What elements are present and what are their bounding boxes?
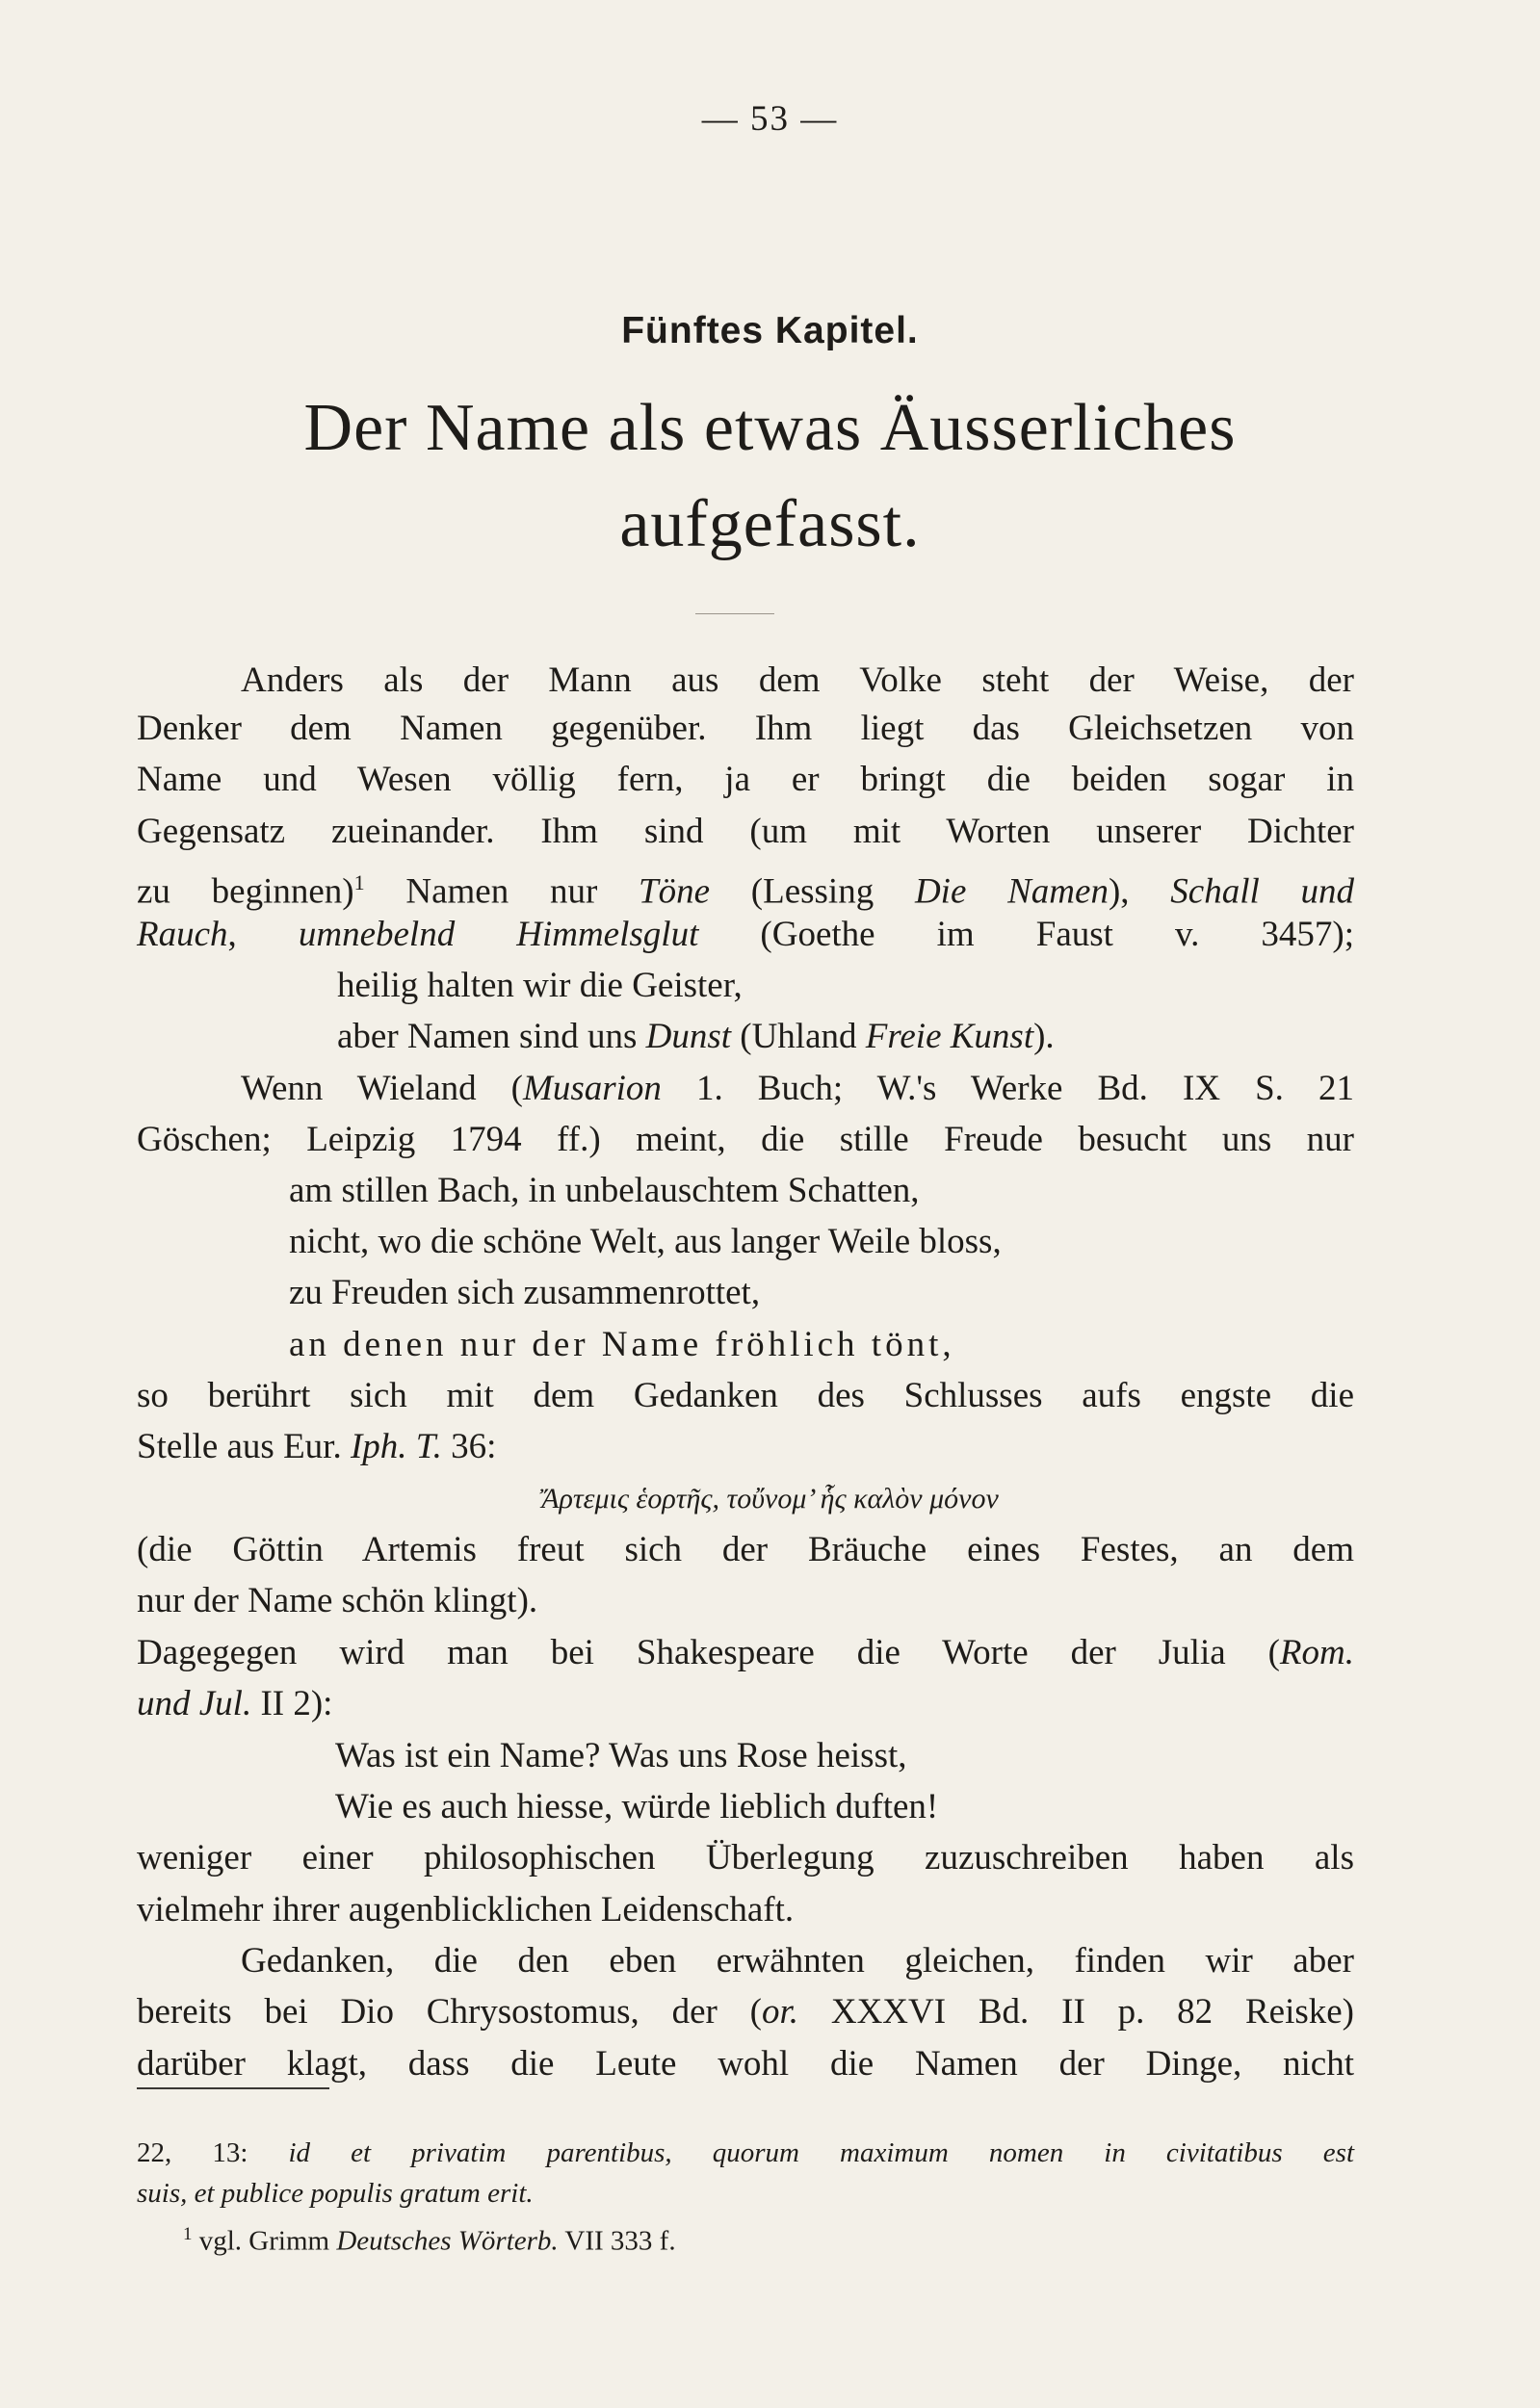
text: bereits bei Dio Chrysostomus, der ( [137, 1992, 762, 2032]
text: Anders als der Mann aus dem Volke steht der Weise, der [241, 660, 1354, 700]
italic-text: Rauch [137, 915, 228, 954]
verse-line: nicht, wo die schöne Welt, aus langer Weile bloss, [289, 1222, 1002, 1261]
text: Namen nur [364, 871, 639, 912]
body-line: Denker dem Namen gegenüber. Ihm liegt das Gleichsetzen von [137, 709, 1354, 748]
italic-text: Iph. T. [350, 1427, 442, 1466]
body-line [137, 1630, 1354, 1676]
body-line: darüber klagt, dass die Leute wohl die Namen der Dinge, nicht [137, 2044, 1354, 2084]
body-line: Name und Wesen völlig fern, ja er bringt die beiden sogar in [137, 760, 1354, 799]
body-line [137, 860, 1354, 915]
title-divider [695, 613, 774, 614]
chapter-title-line-2: aufgefasst. [619, 487, 921, 561]
chapter-heading: Fünftes Kapitel. [621, 310, 919, 351]
text: 22, 13: [137, 2137, 289, 2168]
body-line: Göschen; Leipzig 1794 ff.) meint, die stille Freude besucht uns nur [137, 1120, 1354, 1159]
footnote-line [137, 2134, 1354, 2172]
footnote-line [183, 2215, 676, 2261]
text: Stelle aus Eur. [137, 1427, 351, 1466]
italic-text: Musarion [523, 1069, 662, 1108]
text: (Goethe im Faust v. 3457); [698, 915, 1355, 954]
italic-text: umnebelnd Himmelsglut [298, 915, 699, 954]
body-line: vielmehr ihrer augenblicklichen Leidenschaft. [137, 1890, 795, 1929]
verse-line [337, 1014, 1055, 1060]
verse-line: am stillen Bach, in unbelauschtem Schatten, [289, 1171, 920, 1210]
text: 1. Buch; W.'s Werke Bd. IX S. 21 [661, 1069, 1354, 1108]
body-line: (die Göttin Artemis freut sich der Bräuche eines Festes, an dem [137, 1530, 1354, 1569]
text: II 2): [251, 1684, 333, 1723]
footnote-marker: 1 [183, 2224, 193, 2244]
text: (Uhland [731, 1017, 866, 1056]
text: , [227, 915, 299, 954]
body-line [137, 1681, 332, 1727]
italic-text: und Jul. [137, 1684, 252, 1723]
greek-quote: Ἄρτεμις ἑορτῆς, τοὔνομ’ ἧς καλὸν μόνον [541, 1483, 999, 1515]
italic-text: Dunst [645, 1017, 731, 1056]
verse-line: heilig halten wir die Geister, [337, 966, 743, 1005]
italic-text: Rom. [1279, 1633, 1354, 1672]
body-line: Gegensatz zueinander. Ihm sind (um mit Worten unserer Dichter [137, 812, 1354, 851]
verse-line: Was ist ein Name? Was uns Rose heisst, [335, 1736, 907, 1775]
page-number: — 53 — [701, 99, 839, 139]
footnote-line [137, 2174, 534, 2213]
italic-text: Deutsches Wörterb. [336, 2225, 559, 2257]
italic-text: Die Namen [914, 871, 1109, 912]
body-line: so berührt sich mit dem Gedanken des Schlusses aufs engste die [137, 1376, 1354, 1415]
text: VII 333 f. [558, 2225, 676, 2257]
text: Dagegegen wird man bei Shakespeare die Worte der Julia ( [137, 1633, 1280, 1672]
body-line: weniger einer philosophischen Überlegung zuzuschreiben haben als [137, 1838, 1354, 1877]
body-line [137, 658, 1354, 704]
body-line [137, 912, 1354, 958]
body-line [137, 1424, 496, 1470]
text: (Lessing [710, 871, 915, 912]
footnote-ref: 1 [353, 870, 365, 894]
text: zu beginnen) [137, 871, 354, 912]
body-line [241, 1066, 1354, 1112]
body-line: Gedanken, die den eben erwähnten gleichen, finden wir aber [241, 1941, 1354, 1981]
italic-text: id et privatim parentibus, quorum maximum nomen in civitatibus est [288, 2137, 1355, 2168]
text: Wenn Wieland ( [241, 1069, 524, 1108]
text: aber Namen sind uns [337, 1017, 646, 1056]
text: ), [1108, 871, 1171, 912]
text: ). [1033, 1017, 1055, 1056]
text: 36: [441, 1427, 497, 1466]
body-line: nur der Name schön klingt). [137, 1581, 538, 1620]
verse-line: zu Freuden sich zusammenrottet, [289, 1273, 761, 1312]
italic-text: Freie Kunst [865, 1017, 1034, 1056]
italic-text: or. [761, 1992, 799, 2032]
text: vgl. Grimm [192, 2225, 337, 2257]
footnote-rule [137, 2087, 329, 2089]
verse-line: an denen nur der Name fröhlich tönt, [289, 1325, 955, 1364]
italic-text: suis, et publice populis gratum erit. [137, 2178, 534, 2209]
text: XXXVI Bd. II p. 82 Reiske) [798, 1992, 1354, 2032]
chapter-title-line-1: Der Name als etwas Äusserliches [303, 391, 1237, 465]
body-line [137, 1989, 1354, 2035]
italic-text: Schall und [1170, 871, 1355, 912]
verse-line: Wie es auch hiesse, würde lieblich duften! [335, 1787, 939, 1826]
italic-text: Töne [639, 871, 711, 912]
